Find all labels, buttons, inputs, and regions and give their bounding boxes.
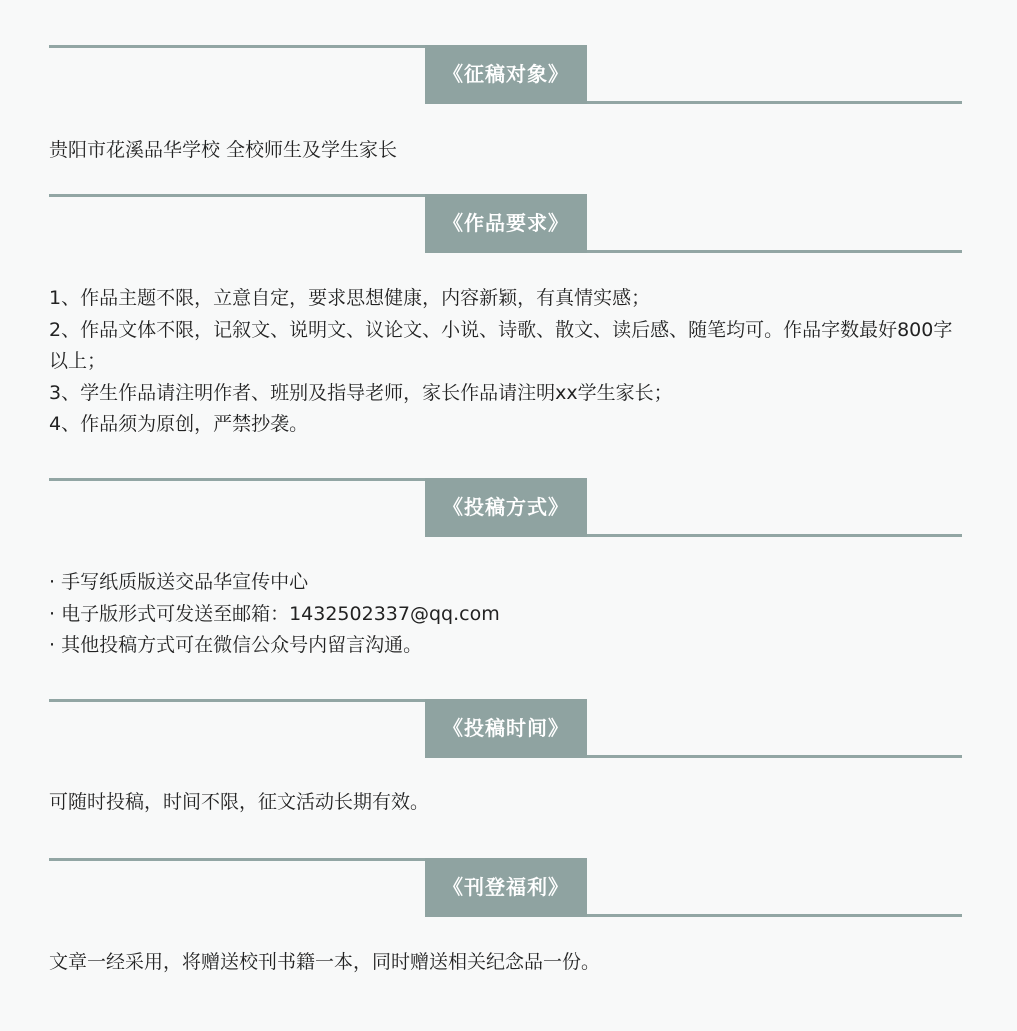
section-body-work-requirements [49, 283, 962, 441]
section-header-submission-target [49, 45, 962, 105]
header-line-top [49, 478, 425, 481]
body-line: 文章一经采用，将赠送校刊书籍一本，同时赠送相关纪念品一份。 [49, 951, 601, 973]
body-line: 可随时投稿，时间不限，征文活动长期有效。 [49, 791, 430, 813]
body-line: · 手写纸质版送交品华宣传中心 [49, 571, 309, 593]
section-title: 《作品要求》 [425, 194, 587, 253]
body-line: 贵阳市花溪品华学校 全校师生及学生家长 [49, 139, 398, 161]
header-line-bottom [587, 250, 962, 253]
section-title: 《征稿对象》 [425, 45, 587, 104]
section-body-submission-time [49, 787, 962, 819]
section-title: 《刊登福利》 [425, 858, 587, 917]
section-header-publication-benefits [49, 858, 962, 918]
section-body-publication-benefits [49, 947, 962, 979]
section-header-work-requirements [49, 194, 962, 254]
section-body-submission-target [49, 135, 962, 167]
section-title: 《投稿时间》 [425, 699, 587, 758]
header-line-bottom [587, 914, 962, 917]
header-line-top [49, 194, 425, 197]
body-line: 4、作品须为原创，严禁抄袭。 [49, 413, 309, 435]
body-line: 3、学生作品请注明作者、班别及指导老师，家长作品请注明xx学生家长； [49, 381, 673, 404]
header-line-top [49, 45, 425, 48]
section-header-submission-time [49, 699, 962, 759]
header-line-bottom [587, 755, 962, 758]
body-line: 1、作品主题不限，立意自定，要求思想健康，内容新颖，有真情实感； [49, 287, 651, 309]
body-line: 2、作品文体不限，记叙文、说明文、议论文、小说、诗歌、散文、读后感、随笔均可。作品字数最好800字以上； [49, 318, 953, 372]
body-line: · 其他投稿方式可在微信公众号内留言沟通。 [49, 634, 423, 656]
section-body-submission-method [49, 567, 962, 662]
header-line-top [49, 858, 425, 861]
header-line-top [49, 699, 425, 702]
section-title: 《投稿方式》 [425, 478, 587, 537]
header-line-bottom [587, 534, 962, 537]
section-header-submission-method [49, 478, 962, 538]
body-line: · 电子版形式可发送至邮箱：1432502337@qq.com [49, 602, 500, 625]
header-line-bottom [587, 101, 962, 104]
